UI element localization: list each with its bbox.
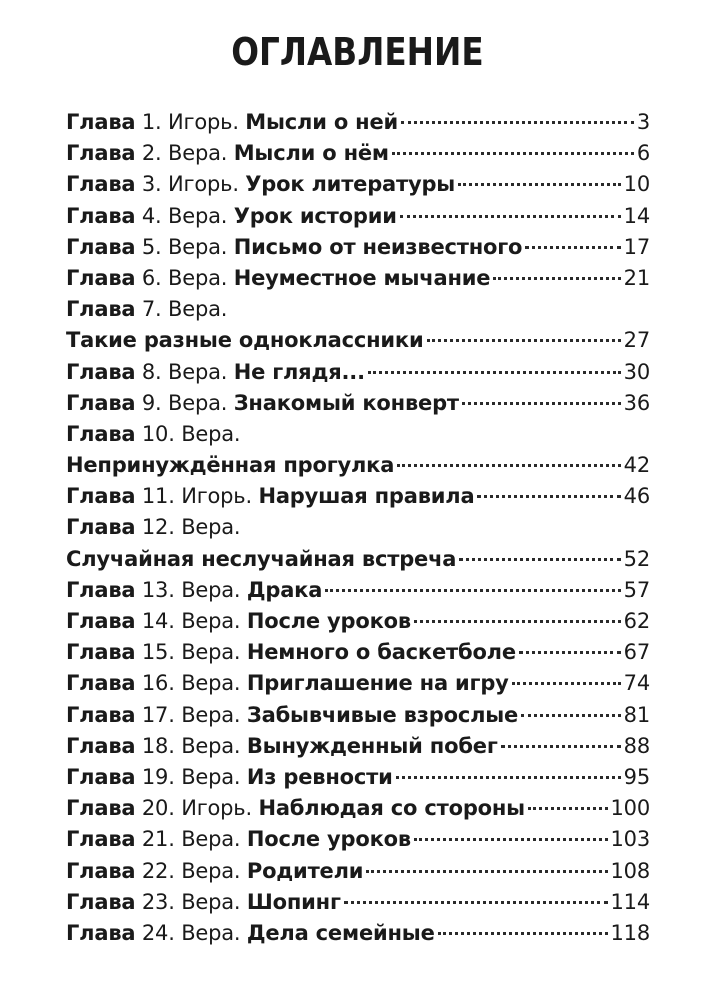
chapter-title: После уроков	[246, 609, 411, 633]
chapter-title: Знакомый конверт	[233, 390, 459, 415]
chapter-narrator: Вера.	[181, 671, 241, 696]
toc-entry	[66, 357, 650, 388]
chapter-word: Глава	[66, 297, 136, 322]
chapter-number: 24.	[141, 920, 175, 945]
toc-entry-label	[66, 325, 424, 356]
chapter-word: Глава	[66, 858, 136, 883]
dot-leader	[438, 932, 608, 935]
chapter-number: 22.	[141, 858, 175, 883]
chapter-narrator: Игорь.	[181, 796, 252, 821]
chapter-title: Непринуждённая прогулка	[66, 453, 395, 478]
toc-entry	[66, 824, 650, 855]
dot-leader	[414, 838, 608, 841]
toc-entry	[66, 512, 650, 543]
chapter-title: Наблюдая со стороны	[258, 796, 525, 821]
toc-entry-label	[66, 512, 240, 543]
toc-entry-label	[66, 637, 516, 668]
toc-entry	[66, 169, 650, 200]
chapter-number: 23.	[141, 889, 175, 914]
chapter-word: Глава	[66, 920, 136, 945]
page-number: 100	[610, 796, 650, 821]
dot-leader	[512, 682, 621, 685]
toc-entry-label	[66, 357, 365, 388]
chapter-number: 8.	[141, 359, 162, 384]
toc-entry	[66, 731, 650, 762]
page-number: 10	[623, 172, 650, 197]
toc-entry-label	[66, 762, 393, 793]
page-number: 36	[623, 390, 650, 415]
chapter-word: Глава	[66, 234, 136, 259]
toc-entry-label	[66, 918, 435, 949]
chapter-number: 6.	[141, 265, 162, 290]
chapter-word: Глава	[66, 265, 136, 290]
chapter-narrator: Вера.	[181, 421, 241, 446]
page-number: 6	[636, 141, 650, 166]
toc-entry-label	[66, 450, 394, 481]
page-number: 27	[623, 328, 650, 353]
toc-entry-label	[66, 700, 518, 731]
chapter-title: Такие разные одноклассники	[66, 328, 424, 353]
page-number: 3	[636, 110, 650, 134]
toc-entry	[66, 450, 650, 481]
chapter-narrator: Вера.	[168, 203, 228, 228]
toc-entry	[66, 232, 650, 263]
dot-leader	[458, 183, 621, 186]
chapter-title: Приглашение на игру	[246, 671, 509, 696]
toc-entry-label	[66, 263, 490, 294]
chapter-word: Глава	[66, 702, 136, 727]
chapter-word: Глава	[66, 671, 136, 696]
page-number: 95	[623, 764, 650, 789]
chapter-title: Урок литературы	[245, 172, 456, 197]
toc-entry-label	[66, 856, 363, 887]
chapter-narrator: Вера.	[168, 390, 228, 415]
chapter-number: 14.	[141, 609, 175, 633]
chapter-number: 10.	[141, 421, 175, 446]
chapter-narrator: Вера.	[168, 234, 228, 259]
toc-entry	[66, 637, 650, 668]
toc-entry	[66, 856, 650, 887]
dot-leader	[528, 807, 608, 810]
chapter-word: Глава	[66, 889, 136, 914]
toc-entry-label	[66, 575, 322, 606]
chapter-number: 19.	[141, 764, 175, 789]
chapter-number: 12.	[141, 515, 175, 540]
toc-entry	[66, 793, 650, 824]
chapter-narrator: Вера.	[181, 515, 241, 540]
toc-entry	[66, 263, 650, 294]
page-number: 57	[623, 577, 650, 602]
page-number: 17	[623, 234, 650, 259]
dot-leader	[400, 215, 621, 218]
chapter-title: Шопинг	[246, 889, 341, 914]
page-number: 114	[610, 889, 650, 914]
chapter-word: Глава	[66, 577, 136, 602]
page-number: 46	[623, 484, 650, 509]
chapter-title: После уроков	[246, 827, 411, 852]
chapter-narrator: Вера.	[181, 640, 241, 665]
chapter-title: Дела семейные	[246, 920, 435, 945]
chapter-title: Письмо от неизвестного	[233, 234, 523, 259]
toc-entry	[66, 107, 650, 138]
chapter-narrator: Вера.	[181, 609, 241, 633]
dot-leader	[477, 495, 620, 498]
chapter-narrator: Вера.	[181, 827, 241, 852]
chapter-title: Мысли о ней	[245, 110, 399, 134]
chapter-number: 13.	[141, 577, 175, 602]
dot-leader	[366, 870, 607, 873]
chapter-number: 17.	[141, 702, 175, 727]
chapter-word: Глава	[66, 390, 136, 415]
toc-entry	[66, 294, 650, 325]
dot-leader	[459, 558, 620, 561]
toc-entry-label	[66, 606, 411, 637]
toc-entry-label	[66, 793, 525, 824]
toc-entry	[66, 419, 650, 450]
chapter-number: 3.	[141, 172, 162, 197]
page-number: 30	[623, 359, 650, 384]
page-number: 21	[623, 265, 650, 290]
chapter-number: 2.	[141, 141, 162, 166]
chapter-title: Вынужденный побег	[246, 733, 498, 758]
chapter-narrator: Вера.	[181, 920, 241, 945]
chapter-narrator: Вера.	[168, 141, 228, 166]
toc-entry-label	[66, 419, 240, 450]
dot-leader	[414, 620, 621, 623]
dot-leader	[392, 152, 634, 155]
page-number: 67	[623, 640, 650, 665]
dot-leader	[401, 121, 634, 124]
toc-entry	[66, 388, 650, 419]
chapter-word: Глава	[66, 640, 136, 665]
toc-entry-label	[66, 668, 509, 699]
chapter-title: Из ревности	[246, 764, 393, 789]
dot-leader	[501, 745, 621, 748]
dot-leader	[344, 901, 608, 904]
page-number: 14	[623, 203, 650, 228]
chapter-word: Глава	[66, 203, 136, 228]
toc-entry	[66, 700, 650, 731]
dot-leader	[396, 776, 621, 779]
chapter-title: Забывчивые взрослые	[246, 702, 519, 727]
chapter-narrator: Вера.	[181, 764, 241, 789]
toc-entry	[66, 201, 650, 232]
page-number: 88	[623, 733, 650, 758]
toc-entry-label	[66, 232, 522, 263]
chapter-narrator: Вера.	[181, 733, 241, 758]
chapter-word: Глава	[66, 359, 136, 384]
page-number: 103	[610, 827, 650, 852]
toc-entry	[66, 668, 650, 699]
dot-leader	[493, 277, 620, 280]
toc-entry	[66, 762, 650, 793]
chapter-number: 16.	[141, 671, 175, 696]
chapter-word: Глава	[66, 827, 136, 852]
chapter-title: Случайная неслучайная встреча	[66, 546, 457, 571]
chapter-title: Немного о баскетболе	[246, 640, 516, 665]
chapter-word: Глава	[66, 421, 136, 446]
toc-entry-label	[66, 388, 459, 419]
chapter-number: 9.	[141, 390, 162, 415]
chapter-number: 11.	[141, 484, 175, 509]
chapter-word: Глава	[66, 484, 136, 509]
chapter-narrator: Вера.	[168, 297, 228, 322]
chapter-number: 20.	[141, 796, 175, 821]
chapter-title: Родители	[246, 858, 364, 883]
toc-entry-label	[66, 201, 397, 232]
toc-entry	[66, 138, 650, 169]
page-number: 81	[623, 702, 650, 727]
chapter-number: 4.	[141, 203, 162, 228]
dot-leader	[325, 589, 620, 592]
chapter-narrator: Вера.	[181, 577, 241, 602]
page-number: 62	[623, 609, 650, 633]
toc-entry-label	[66, 294, 227, 325]
chapter-word: Глава	[66, 764, 136, 789]
toc-entry-label	[66, 481, 474, 512]
chapter-title: Неуместное мычание	[233, 265, 491, 290]
dot-leader	[525, 246, 620, 249]
toc-entry-label	[66, 824, 411, 855]
chapter-number: 5.	[141, 234, 162, 259]
chapter-word: Глава	[66, 110, 136, 134]
chapter-narrator: Вера.	[181, 702, 241, 727]
chapter-word: Глава	[66, 733, 136, 758]
page-number: 42	[623, 453, 650, 478]
toc-entry	[66, 325, 650, 356]
chapter-title: Драка	[246, 577, 323, 602]
page-number: 108	[610, 858, 650, 883]
chapter-title: Не глядя...	[233, 359, 365, 384]
dot-leader	[368, 371, 621, 374]
toc-entry	[66, 606, 650, 637]
chapter-word: Глава	[66, 796, 136, 821]
toc-entry-label	[66, 169, 455, 200]
page-number: 74	[623, 671, 650, 696]
chapter-word: Глава	[66, 141, 136, 166]
chapter-number: 15.	[141, 640, 175, 665]
page-title: ОГЛАВЛЕНИЕ	[231, 30, 484, 74]
toc-entry	[66, 575, 650, 606]
dot-leader	[427, 339, 621, 342]
chapter-word: Глава	[66, 609, 136, 633]
chapter-narrator: Вера.	[181, 858, 241, 883]
chapter-word: Глава	[66, 515, 136, 540]
dot-leader	[397, 464, 620, 467]
chapter-narrator: Игорь.	[168, 110, 239, 134]
toc-entry-label	[66, 887, 341, 918]
chapter-narrator: Игорь.	[168, 172, 239, 197]
toc-entry-label	[66, 107, 398, 138]
chapter-title: Нарушая правила	[258, 484, 475, 509]
chapter-title: Мысли о нём	[233, 141, 389, 166]
toc-entry	[66, 544, 650, 575]
page-number: 52	[623, 546, 650, 571]
toc-entry-label	[66, 731, 498, 762]
chapter-narrator: Вера.	[168, 359, 228, 384]
page-number: 118	[610, 920, 650, 945]
toc-entry-label	[66, 138, 389, 169]
dot-leader	[519, 651, 621, 654]
chapter-number: 21.	[141, 827, 175, 852]
toc-list	[66, 107, 650, 949]
chapter-number: 7.	[141, 297, 162, 322]
chapter-word: Глава	[66, 172, 136, 197]
dot-leader	[521, 714, 621, 717]
toc-entry	[66, 481, 650, 512]
chapter-narrator: Вера.	[168, 265, 228, 290]
chapter-number: 1.	[141, 110, 162, 134]
chapter-narrator: Игорь.	[181, 484, 252, 509]
chapter-title: Урок истории	[233, 203, 397, 228]
chapter-narrator: Вера.	[181, 889, 241, 914]
dot-leader	[462, 402, 621, 405]
toc-entry	[66, 918, 650, 949]
toc-entry	[66, 887, 650, 918]
toc-entry-label	[66, 544, 456, 575]
chapter-number: 18.	[141, 733, 175, 758]
